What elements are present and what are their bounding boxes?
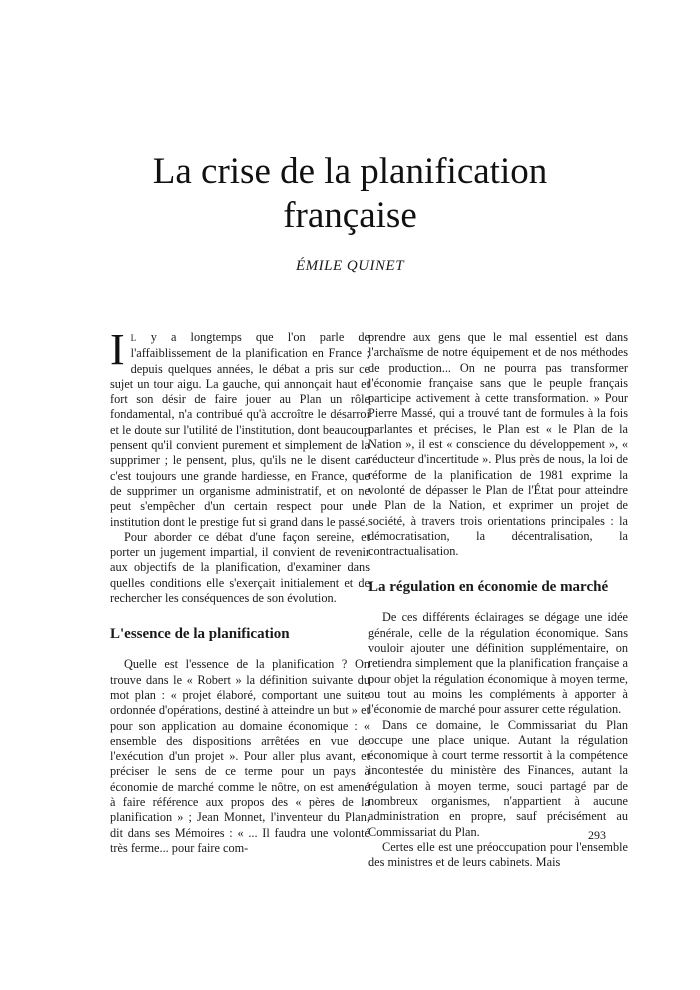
paragraph-regulation-3: Certes elle est une préoccupation pour l'ensemble des ministres et de leurs cabinets. Mais — [368, 839, 628, 870]
title-line-2: française — [283, 195, 417, 236]
paragraph-regulation-2: Dans ce domaine, le Commissariat du Plan occupe une place unique. Autant la régulation économique à court terme ressortit à la compétence incontestée du ministère des Finances, autant la régulation à moyen terme, souci partagé par de nombreux organismes, n'appartient à aucune administration en propre, sauf précisément au Commissariat du Plan. — [368, 717, 628, 839]
page-number: 293 — [588, 828, 606, 842]
drop-cap: I — [110, 325, 125, 374]
section-heading-essence: L'essence de la planification — [110, 626, 290, 643]
paragraph-continued: prendre aux gens que le mal essentiel est dans l'archaïsme de notre équipement et de nos méthodes de production... On ne pourra pas transformer l'économie française sans que le peuple français participe activement à cette transformation. » Pour Pierre Massé, qui a trouvé tant de formules à la fois parlantes et précises, le Plan est « le Plan de la Nation », il est « conscience du développement », « réducteur d'incertitude ». Plus près de nous, la loi de réforme de la planification de 1981 exprime la volonté de dépasser le Plan de l'État pour atteindre le Plan de la Nation, et exprimer un projet de société, à travers trois orientations principales : la démocratisation, la décentralisation, la contractualisation. — [368, 330, 628, 559]
author-name: ÉMILE QUINET — [295, 258, 405, 274]
smallcap-letter: L — [130, 333, 137, 343]
article-title — [60, 150, 640, 238]
paragraph-regulation-1: De ces différents éclairages se dégage une idée générale, celle de la régulation économique. Sans vouloir ajouter une définition supplémentaire, on retiendra simplement que la planification française a pour objet la régulation économique à moyen terme, ou tout au moins les compléments à apporter à l'économie de marché pour assurer cette régulation. — [368, 610, 628, 717]
paragraph-1 — [110, 325, 370, 530]
section-heading-regulation: La régulation en économie de marché — [368, 579, 609, 596]
paragraph-1-text: y a longtemps que l'on parle de l'affaiblissement de la planification en France ; depuis quelques années, le débat a pris sur ce sujet un tour aigu. La gauche, qui annonçait haut et fort son désir de faire jouer au Plan un rôle fondamental, n'a contribué qu'à accroître le désarroi et le doute sur l'utilité de l'institution, dont beaucoup pensent qu'il convient purement et simplement de la supprimer ; le pensent, plus, qu'ils ne le disent car c'est toujours une grande hardiesse, en France, que de supprimer un organisme administratif, et on ne peut s'empêcher d'un certain respect pour une institution dont le prestige fut si grand dans le passé. — [110, 330, 370, 529]
paragraph-2: Pour aborder ce débat d'une façon sereine, et porter un jugement impartial, il convient de revenir aux objectifs de la planification, d'examiner dans quelles conditions elle s'exerçait initialement et de rechercher les conséquences de son évolution. — [110, 529, 370, 606]
paragraph-3: Quelle est l'essence de la planification ? On trouve dans le « Robert » la définition suivante du mot plan : « projet élaboré, comportant une suite ordonnée d'opérations, destiné à atteindre un but » et pour son application au domaine économique : « ensemble des dispositions arrêtées en vue de l'exécution d'un projet ». Pour aller plus avant, et préciser le sens de ce terme pour un pays à économie de marché comme le nôtre, on est amené à faire référence aux propos des « pères de la planification » ; Jean Monnet, l'inventeur du Plan, dit dans ses Mémoires : « ... Il faudra une volonté très ferme... pour faire com- — [110, 657, 370, 855]
title-line-1: La crise de la planification — [152, 151, 548, 192]
right-column — [368, 330, 628, 871]
left-column — [110, 325, 370, 856]
